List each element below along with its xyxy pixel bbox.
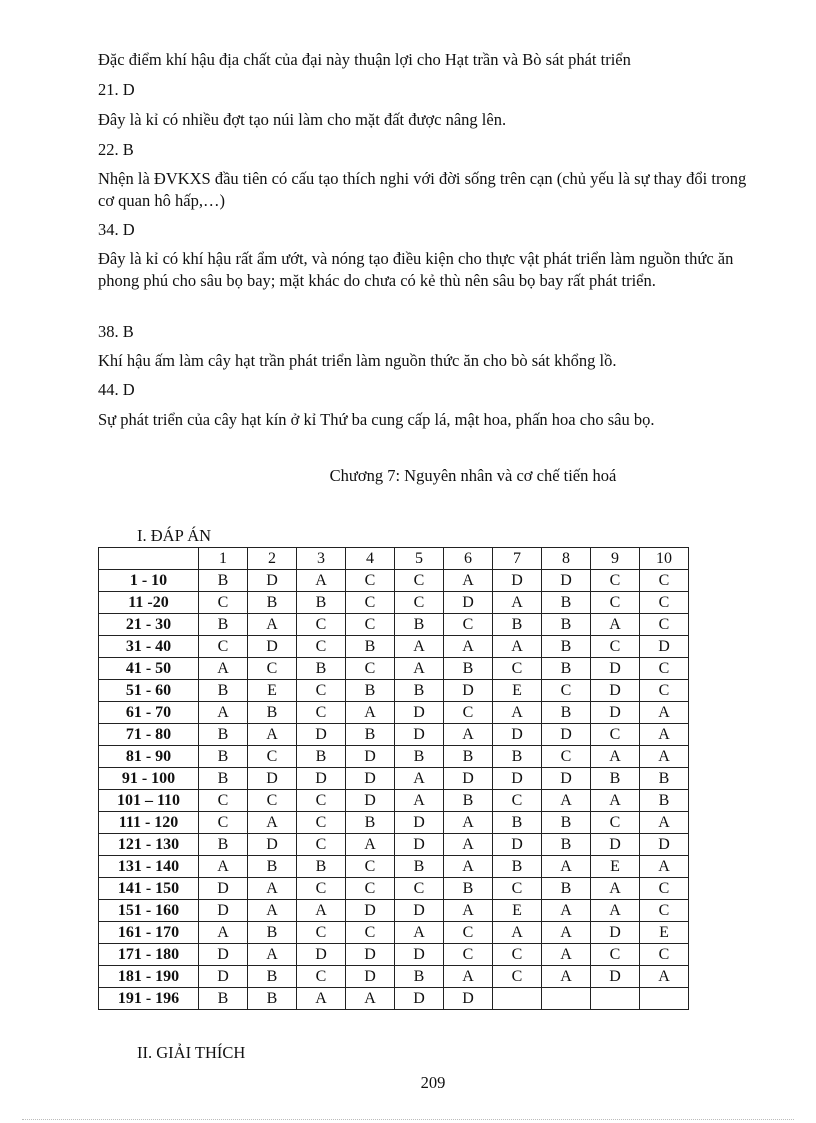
explanation-heading: II. GIẢI THÍCH [137, 1043, 246, 1062]
table-cell: A [444, 966, 493, 988]
table-cell: D [346, 768, 395, 790]
answers-heading: I. ĐÁP ÁN [137, 526, 212, 545]
table-row-range: 131 - 140 [99, 856, 199, 878]
table-cell: A [444, 812, 493, 834]
table-cell: B [542, 834, 591, 856]
table-cell: C [640, 570, 689, 592]
table-cell [542, 988, 591, 1010]
table-row [99, 856, 689, 878]
table-cell: A [542, 790, 591, 812]
table-cell: B [444, 790, 493, 812]
table-cell [493, 988, 542, 1010]
table-cell: A [199, 922, 248, 944]
table-cell: B [542, 812, 591, 834]
table-cell: 7 [493, 548, 542, 570]
table-cell: D [297, 724, 346, 746]
explanation-34: Đây là kỉ có khí hậu rất ẩm ướt, và nóng tạo điều kiện cho thực vật phát triển làm nguồn thức ăn phong phú cho sâu bọ bay; mặt khác do chưa có kẻ thù nên sâu bọ bay rất phát triển. [98, 249, 734, 290]
table-cell: D [346, 900, 395, 922]
table-cell: C [444, 944, 493, 966]
table-cell: C [493, 790, 542, 812]
table-cell: D [248, 768, 297, 790]
table-cell: D [444, 988, 493, 1010]
page-number: 209 [420, 1073, 446, 1092]
table-cell: C [493, 658, 542, 680]
table-cell: E [591, 856, 640, 878]
table-cell: D [346, 944, 395, 966]
table-cell: A [248, 614, 297, 636]
table-cell: C [297, 680, 346, 702]
table-cell [591, 988, 640, 1010]
explanation-44: Sự phát triển của cây hạt kín ở kỉ Thứ ba cung cấp lá, mật hoa, phấn hoa cho sâu bọ. [98, 410, 655, 429]
table-cell: A [444, 724, 493, 746]
answer-label-38: 38. B [98, 322, 134, 341]
table-cell: D [591, 702, 640, 724]
table-row [99, 966, 689, 988]
table-cell: C [346, 658, 395, 680]
table-cell: A [591, 900, 640, 922]
table-cell: A [493, 636, 542, 658]
table-cell: 3 [297, 548, 346, 570]
table-row-range: 121 - 130 [99, 834, 199, 856]
table-cell: C [297, 834, 346, 856]
table-cell: B [199, 570, 248, 592]
table-cell: 5 [395, 548, 444, 570]
table-cell: D [444, 680, 493, 702]
table-cell: D [395, 944, 444, 966]
table-row [99, 988, 689, 1010]
table-cell: B [395, 614, 444, 636]
table-row-range: 101 – 110 [99, 790, 199, 812]
table-cell: B [395, 966, 444, 988]
table-cell: C [297, 790, 346, 812]
table-row-range: 71 - 80 [99, 724, 199, 746]
table-row-range [99, 548, 199, 570]
table-cell: B [199, 746, 248, 768]
table-cell: B [248, 988, 297, 1010]
table-cell: A [248, 724, 297, 746]
table-cell: A [493, 592, 542, 614]
table-cell: C [199, 812, 248, 834]
table-cell: C [640, 614, 689, 636]
table-row-range: 111 - 120 [99, 812, 199, 834]
table-cell: C [297, 636, 346, 658]
table-cell: A [542, 856, 591, 878]
page-edge-divider [22, 1119, 794, 1120]
table-cell: B [493, 812, 542, 834]
table-cell: C [640, 680, 689, 702]
table-cell: 10 [640, 548, 689, 570]
table-cell: C [248, 658, 297, 680]
table-cell: 6 [444, 548, 493, 570]
table-cell: C [444, 702, 493, 724]
table-cell: D [297, 944, 346, 966]
table-cell: D [542, 724, 591, 746]
table-cell: C [199, 790, 248, 812]
table-cell: A [248, 812, 297, 834]
table-cell: A [640, 702, 689, 724]
table-row [99, 768, 689, 790]
table-cell: A [640, 812, 689, 834]
table-cell: A [395, 768, 444, 790]
table-cell: B [591, 768, 640, 790]
table-cell: C [591, 592, 640, 614]
table-cell: B [248, 592, 297, 614]
table-cell: C [591, 724, 640, 746]
table-cell: A [640, 724, 689, 746]
table-cell: C [640, 592, 689, 614]
table-row [99, 592, 689, 614]
table-row-range: 161 - 170 [99, 922, 199, 944]
table-cell: C [297, 966, 346, 988]
table-cell: C [248, 790, 297, 812]
table-cell: D [640, 636, 689, 658]
table-cell: B [297, 658, 346, 680]
table-cell: D [591, 922, 640, 944]
table-cell: C [640, 900, 689, 922]
table-cell: 4 [346, 548, 395, 570]
table-cell: A [199, 702, 248, 724]
table-cell: A [493, 702, 542, 724]
table-cell: C [542, 746, 591, 768]
table-cell: A [346, 702, 395, 724]
table-cell: C [591, 570, 640, 592]
table-cell: B [248, 702, 297, 724]
table-cell: 2 [248, 548, 297, 570]
table-cell: C [395, 592, 444, 614]
table-cell: D [346, 746, 395, 768]
table-cell: A [493, 922, 542, 944]
table-cell: B [346, 812, 395, 834]
table-cell: B [640, 768, 689, 790]
table-row [99, 680, 689, 702]
table-cell: A [591, 614, 640, 636]
table-cell: B [444, 878, 493, 900]
table-cell: D [640, 834, 689, 856]
table-cell: C [591, 812, 640, 834]
table-cell: C [199, 592, 248, 614]
answer-label-34: 34. D [98, 220, 135, 239]
table-cell: D [542, 768, 591, 790]
table-row-range: 151 - 160 [99, 900, 199, 922]
table-cell: C [297, 812, 346, 834]
table-cell: B [444, 746, 493, 768]
table-cell: D [395, 724, 444, 746]
table-cell: C [346, 856, 395, 878]
table-cell: D [199, 944, 248, 966]
table-cell: C [248, 746, 297, 768]
table-cell: C [640, 878, 689, 900]
answer-table [98, 547, 689, 1010]
table-header-row [99, 548, 689, 570]
table-cell: A [395, 922, 444, 944]
table-cell: B [248, 856, 297, 878]
answer-label-22: 22. B [98, 140, 134, 159]
table-cell: C [297, 702, 346, 724]
table-row-range: 171 - 180 [99, 944, 199, 966]
table-row [99, 944, 689, 966]
table-row-range: 61 - 70 [99, 702, 199, 724]
table-cell: C [199, 636, 248, 658]
table-cell: C [346, 614, 395, 636]
table-cell: B [346, 724, 395, 746]
paragraph-intro: Đặc điểm khí hậu địa chất của đại này thuận lợi cho Hạt trần và Bò sát phát triển [98, 50, 631, 69]
table-cell: B [640, 790, 689, 812]
table-cell: C [346, 878, 395, 900]
table-cell: A [248, 878, 297, 900]
table-cell: B [199, 988, 248, 1010]
table-cell: D [346, 790, 395, 812]
table-cell: A [542, 966, 591, 988]
table-cell: C [346, 592, 395, 614]
table-row-range: 21 - 30 [99, 614, 199, 636]
table-row [99, 878, 689, 900]
table-cell: C [640, 658, 689, 680]
table-cell: A [395, 636, 444, 658]
table-row [99, 834, 689, 856]
table-cell: B [346, 636, 395, 658]
table-cell: C [493, 944, 542, 966]
table-cell: C [297, 878, 346, 900]
table-cell: A [542, 900, 591, 922]
table-row-range: 181 - 190 [99, 966, 199, 988]
table-cell: B [346, 680, 395, 702]
table-cell: D [199, 966, 248, 988]
table-cell: 8 [542, 548, 591, 570]
table-cell: D [444, 768, 493, 790]
table-row [99, 812, 689, 834]
explanation-38: Khí hậu ấm làm cây hạt trần phát triển làm nguồn thức ăn cho bò sát khổng lồ. [98, 351, 617, 370]
table-cell: B [395, 856, 444, 878]
table-cell: C [346, 570, 395, 592]
table-cell: C [395, 570, 444, 592]
table-row-range: 41 - 50 [99, 658, 199, 680]
table-cell: B [199, 724, 248, 746]
table-row-range: 11 -20 [99, 592, 199, 614]
table-cell: C [591, 944, 640, 966]
table-cell: D [493, 570, 542, 592]
table-cell: C [395, 878, 444, 900]
table-cell: B [199, 680, 248, 702]
table-cell: A [297, 900, 346, 922]
table-cell [640, 988, 689, 1010]
table-cell: C [444, 614, 493, 636]
table-cell: B [493, 746, 542, 768]
table-cell: C [493, 966, 542, 988]
table-cell: B [297, 746, 346, 768]
table-cell: A [591, 746, 640, 768]
table-cell: E [248, 680, 297, 702]
table-row-range: 1 - 10 [99, 570, 199, 592]
table-cell: A [444, 856, 493, 878]
table-cell: D [395, 834, 444, 856]
table-cell: D [444, 592, 493, 614]
table-cell: D [542, 570, 591, 592]
explanation-22: Nhện là ĐVKXS đầu tiên có cấu tạo thích nghi với đời sống trên cạn (chủ yếu là sự thay đổi trong cơ quan hô hấp,…) [98, 169, 747, 210]
table-cell: A [640, 746, 689, 768]
table-cell: D [248, 636, 297, 658]
table-cell: D [395, 988, 444, 1010]
table-cell: B [542, 636, 591, 658]
table-cell: B [248, 966, 297, 988]
table-cell: D [591, 966, 640, 988]
table-cell: D [493, 834, 542, 856]
explanation-21: Đây là kỉ có nhiều đợt tạo núi làm cho mặt đất được nâng lên. [98, 110, 507, 129]
table-cell: A [248, 944, 297, 966]
table-cell: D [493, 724, 542, 746]
table-cell: B [395, 680, 444, 702]
table-cell: D [248, 834, 297, 856]
table-row-range: 91 - 100 [99, 768, 199, 790]
table-cell: B [542, 658, 591, 680]
table-row [99, 922, 689, 944]
table-row [99, 614, 689, 636]
table-cell: D [346, 966, 395, 988]
table-cell: C [297, 922, 346, 944]
table-row [99, 746, 689, 768]
table-row-range: 31 - 40 [99, 636, 199, 658]
table-cell: A [346, 834, 395, 856]
table-cell: D [199, 878, 248, 900]
table-cell: B [493, 614, 542, 636]
chapter-title: Chương 7: Nguyên nhân và cơ chế tiến hoá [329, 466, 617, 485]
table-row [99, 900, 689, 922]
table-cell: A [591, 878, 640, 900]
table-row [99, 658, 689, 680]
table-cell: B [199, 834, 248, 856]
table-cell: A [444, 570, 493, 592]
table-cell: D [591, 680, 640, 702]
table-cell: D [591, 834, 640, 856]
table-cell: A [395, 658, 444, 680]
table-cell: A [542, 922, 591, 944]
answer-label-21: 21. D [98, 80, 135, 99]
table-cell: D [395, 812, 444, 834]
table-cell: C [493, 878, 542, 900]
table-cell: A [297, 988, 346, 1010]
table-row-range: 191 - 196 [99, 988, 199, 1010]
table-cell: D [395, 702, 444, 724]
table-cell: A [542, 944, 591, 966]
table-cell: B [199, 768, 248, 790]
table-cell: D [297, 768, 346, 790]
table-cell: B [542, 614, 591, 636]
table-cell: B [297, 592, 346, 614]
table-cell: A [346, 988, 395, 1010]
table-cell: A [199, 856, 248, 878]
table-cell: C [297, 614, 346, 636]
table-row-range: 81 - 90 [99, 746, 199, 768]
table-cell: E [640, 922, 689, 944]
table-cell: A [640, 966, 689, 988]
table-cell: B [542, 878, 591, 900]
table-cell: 9 [591, 548, 640, 570]
table-cell: C [640, 944, 689, 966]
table-row [99, 570, 689, 592]
table-cell: B [199, 614, 248, 636]
table-cell: B [542, 592, 591, 614]
table-cell: A [444, 636, 493, 658]
table-cell: B [248, 922, 297, 944]
table-cell: E [493, 900, 542, 922]
table-cell: A [199, 658, 248, 680]
table-cell: A [248, 900, 297, 922]
table-row [99, 724, 689, 746]
table-cell: A [444, 900, 493, 922]
table-cell: C [591, 636, 640, 658]
table-cell: C [542, 680, 591, 702]
table-cell: B [395, 746, 444, 768]
table-row [99, 702, 689, 724]
table-cell: E [493, 680, 542, 702]
table-cell: A [444, 834, 493, 856]
table-cell: B [542, 702, 591, 724]
answer-label-44: 44. D [98, 380, 135, 399]
table-cell: D [395, 900, 444, 922]
table-row-range: 51 - 60 [99, 680, 199, 702]
table-cell: A [591, 790, 640, 812]
table-cell: B [493, 856, 542, 878]
table-cell: D [591, 658, 640, 680]
table-cell: D [199, 900, 248, 922]
table-cell: D [493, 768, 542, 790]
table-row [99, 790, 689, 812]
table-cell: A [297, 570, 346, 592]
table-cell: 1 [199, 548, 248, 570]
table-row [99, 636, 689, 658]
table-cell: A [640, 856, 689, 878]
table-cell: B [297, 856, 346, 878]
table-cell: C [346, 922, 395, 944]
table-cell: A [395, 790, 444, 812]
table-cell: D [248, 570, 297, 592]
table-cell: C [444, 922, 493, 944]
table-cell: B [444, 658, 493, 680]
table-row-range: 141 - 150 [99, 878, 199, 900]
